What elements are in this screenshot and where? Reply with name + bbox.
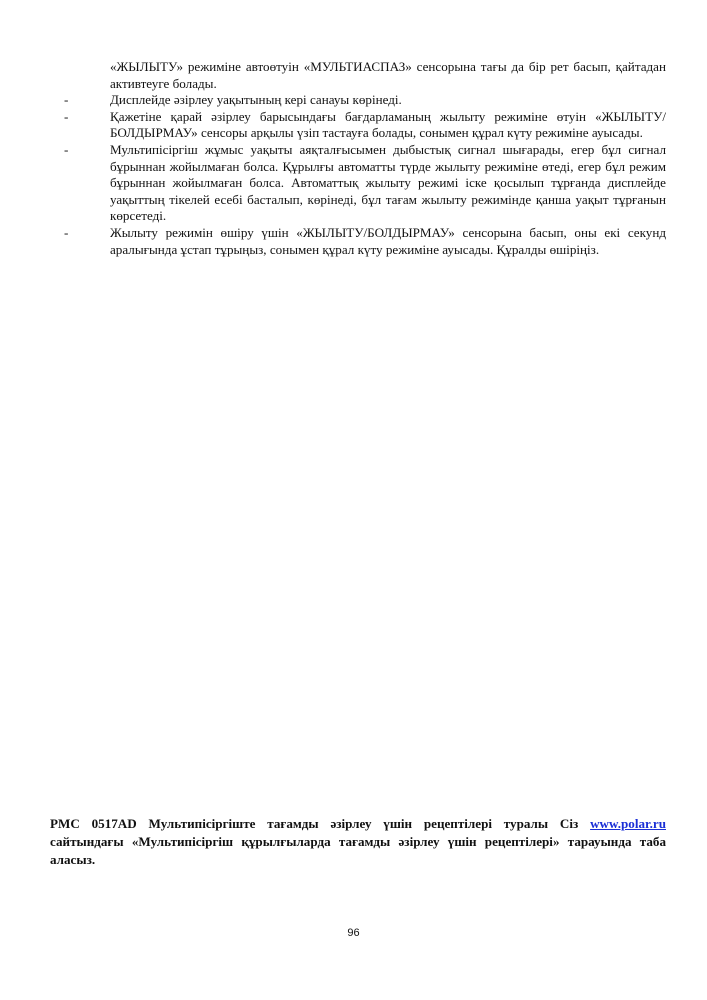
list-item (62, 92, 666, 109)
recipe-note-text-end: сайтындағы «Мультипісіргіш құрылғыларда тағамды әзірлеу үшін рецептілері» тарауында таба аласыз. (50, 834, 666, 868)
list-item-text: Дисплейде әзірлеу уақытының кері санауы көрінеді. (110, 92, 402, 108)
list-item (62, 109, 666, 142)
continuation-text: «ЖЫЛЫТУ» режиміне автоөтуін «МУЛЬТИАСПАЗ» сенсорына тағы да бір рет басып, қайтадан активтеуге болады. (110, 59, 666, 91)
list-item-text: Қажетіне қарай әзірлеу барысындағы бағдарламаның жылыту режиміне өтуін «ЖЫЛЫТУ/БОЛДЫРМАУ» сенсоры арқылы үзіп тастауға болады, сонымен құрал күту режиміне ауысады. (110, 108, 666, 141)
bullet-dash: - (64, 224, 69, 240)
polar-website-link[interactable]: www.polar.ru (590, 816, 666, 831)
list-item (62, 225, 666, 258)
recipe-note-text-start: PMC 0517AD Мультипісіргіште тағамды әзірлеу үшін рецептілері туралы Сіз (50, 816, 591, 831)
list-item (62, 142, 666, 225)
bullet-dash: - (64, 141, 69, 157)
recipe-note (50, 815, 666, 870)
bullet-dash: - (64, 92, 69, 108)
list-item-text: Мультипісіргіш жұмыс уақыты аяқталғысымен дыбыстық сигнал шығарады, егер бұл сигнал бұрыннан жойылмаған болса. Құрылғы автоматты түрде жылыту режиміне өтеді, егер бұл режим бұрыннан жойылмаған болса. Автоматтық жылыту режимі іске қосылып тұрғанда дисплейде уақыттың тікелей есебі басталып, көрінеді, бұл тағам жылыту режимінде қанша уақыт тұрғанын көрсетеді. (110, 141, 666, 224)
list-item-text: Жылыту режимін өшіру үшін «ЖЫЛЫТУ/БОЛДЫРМАУ» сенсорына басып, оны екі секунд аралығында ұстап тұрыңыз, сонымен құрал күту режиміне ауысады. Құралды өшіріңіз. (110, 224, 666, 257)
list-continuation (62, 59, 666, 92)
instruction-list (62, 59, 666, 258)
bullet-dash: - (64, 108, 69, 124)
page-number: 96 (347, 927, 360, 939)
